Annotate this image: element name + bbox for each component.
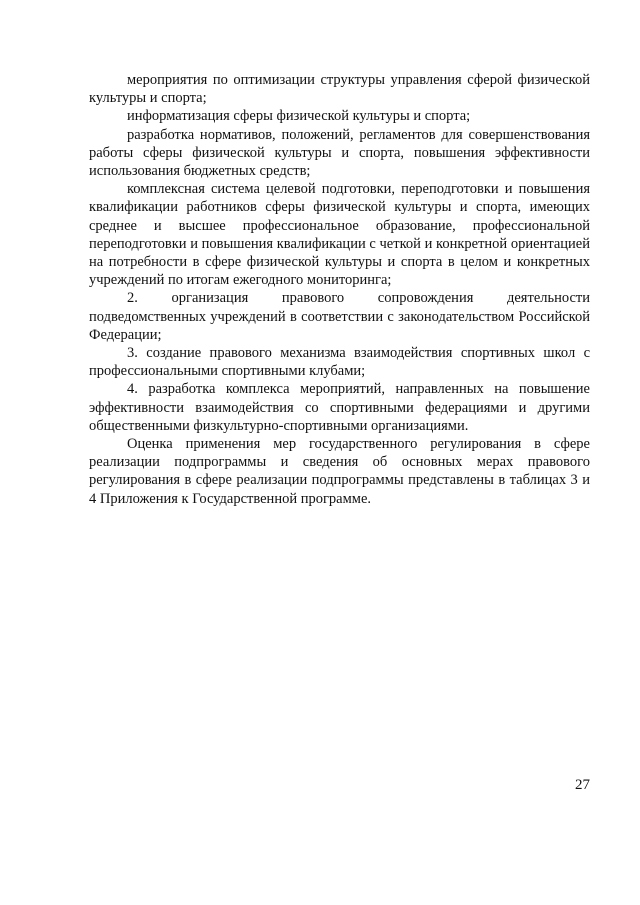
document-body xyxy=(89,71,590,508)
paragraph-item-6: 3. создание правового механизма взаимодействия спортивных школ с профессиональными спортивными клубами; xyxy=(89,345,590,380)
paragraph-item-8: Оценка применения мер государственного регулирования в сфере реализации подпрограммы и сведения об основных мерах правового регулирования в сфере реализации подпрограммы представлены в таблицах 3 и 4 Приложения к Государственной программе. xyxy=(89,436,590,507)
paragraph-item-3: разработка нормативов, положений, регламентов для совершенствования работы сферы физической культуры и спорта, повышения эффективности использования бюджетных средств; xyxy=(89,126,590,180)
paragraph-item-5: 2. организация правового сопровождения деятельности подведомственных учреждений в соответствии с законодательством Российской Федерации; xyxy=(89,290,590,343)
paragraph-item-1: мероприятия по оптимизации структуры управления сферой физической культуры и спорта; xyxy=(89,72,590,107)
paragraph-item-4: комплексная система целевой подготовки, переподготовки и повышения квалификации работников сферы физической культуры и спорта, имеющих среднее и высшее профессиональное образование, профессиональной переподготовки и повышения квалификации с четкой и конкретной ориентацией на потребности в сфере физической культуры и спорта в целом и конкретных учреждений по итогам ежегодного мониторинга; xyxy=(89,181,590,289)
paragraph-item-2: информатизация сферы физической культуры и спорта; xyxy=(127,108,471,125)
paragraph-item-7: 4. разработка комплекса мероприятий, направленных на повышение эффективности взаимодействия со спортивными федерациями и другими общественными физкультурно-спортивными организациями. xyxy=(89,381,590,434)
page-number: 27 xyxy=(575,777,590,793)
